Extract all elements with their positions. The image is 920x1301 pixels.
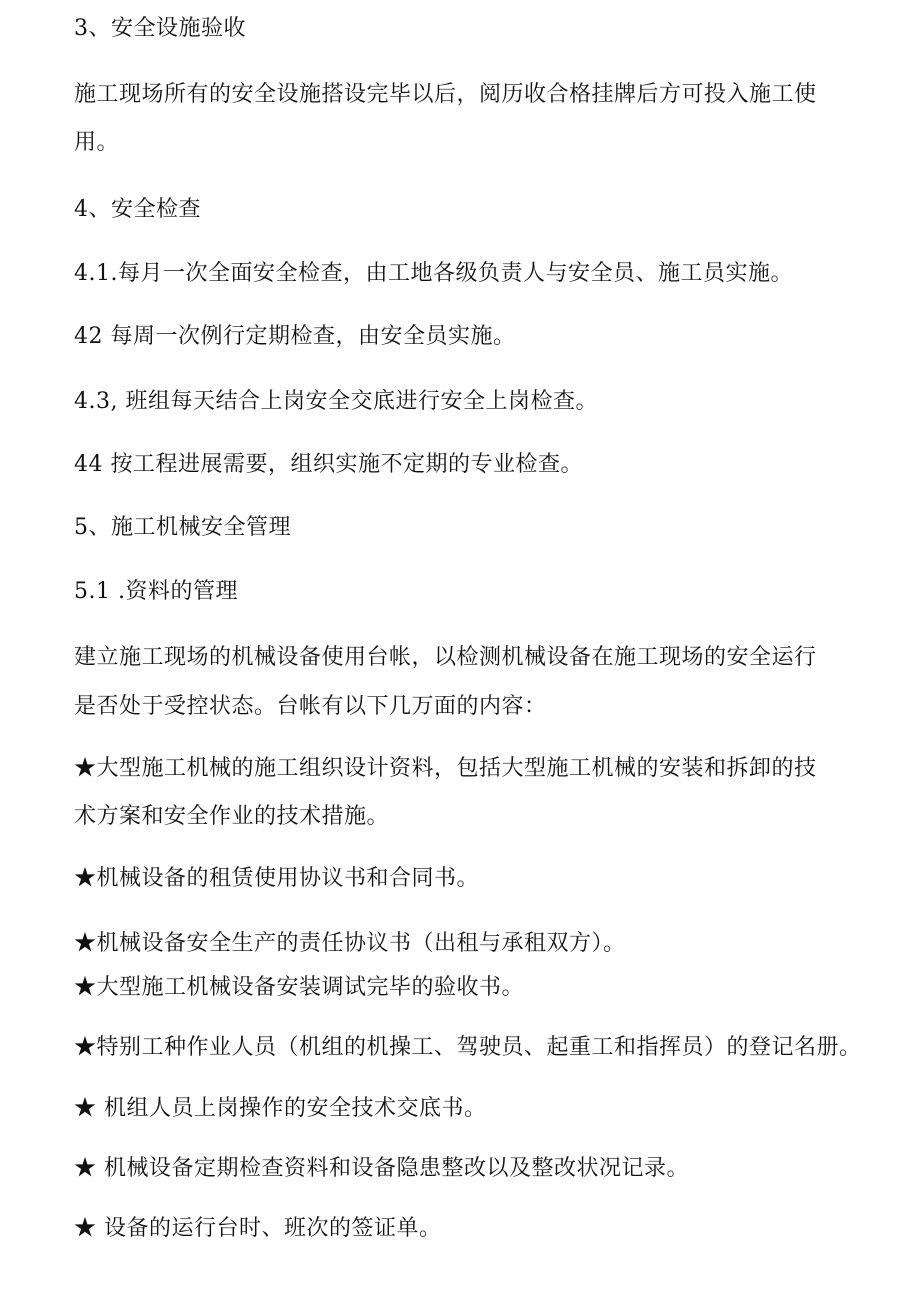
bullet-item: ★机械设备安全生产的责任协议书（出租与承租双方）。 — [74, 931, 626, 956]
bullet-item: ★大型施工机械的施工组织设计资料，包括大型施工机械的安装和拆卸的技 — [74, 756, 817, 781]
section-heading-5: 5、施工机械安全管理 — [74, 515, 291, 540]
bullet-item: ★特别工种作业人员（机组的机操工、驾驶员、起重工和指挥员）的登记名册。 — [74, 1035, 862, 1060]
bullet-item-continuation: 术方案和安全作业的技术措施。 — [74, 804, 390, 829]
section-heading-3: 3、安全设施验收 — [74, 16, 246, 41]
bullet-item: ★ 机械设备定期检查资料和设备隐患整改以及整改状况记录。 — [74, 1156, 689, 1181]
paragraph-line: 施工现场所有的安全设施搭设完毕以后，阅历收合格挂牌后方可投入施工使 — [74, 82, 817, 107]
bullet-item: ★ 设备的运行台时、班次的签证单。 — [74, 1216, 442, 1241]
subsection-heading: 5.1 .资料的管理 — [74, 579, 238, 604]
list-item: 4.1.每月一次全面安全检查，由工地各级负责人与安全员、施工员实施。 — [74, 261, 793, 286]
list-item: 42 每周一次例行定期检查，由安全员实施。 — [74, 324, 516, 349]
bullet-item: ★大型施工机械设备安装调试完毕的验收书。 — [74, 975, 525, 1000]
paragraph-line: 用。 — [74, 130, 120, 155]
list-item: 44 按工程进展需要，组织实施不定期的专业检查。 — [74, 452, 583, 477]
bullet-item: ★ 机组人员上岗操作的安全技术交底书。 — [74, 1096, 487, 1121]
list-item: 4.3, 班组每天结合上岗安全交底进行安全上岗检查。 — [74, 389, 598, 414]
section-heading-4: 4、安全检查 — [74, 197, 201, 222]
bullet-item: ★机械设备的租赁使用协议书和合同书。 — [74, 866, 480, 891]
paragraph-line: 是否处于受控状态。台帐有以下几万面的内容： — [74, 694, 547, 719]
paragraph-line: 建立施工现场的机械设备使用台帐，以检测机械设备在施工现场的安全运行 — [74, 645, 817, 670]
